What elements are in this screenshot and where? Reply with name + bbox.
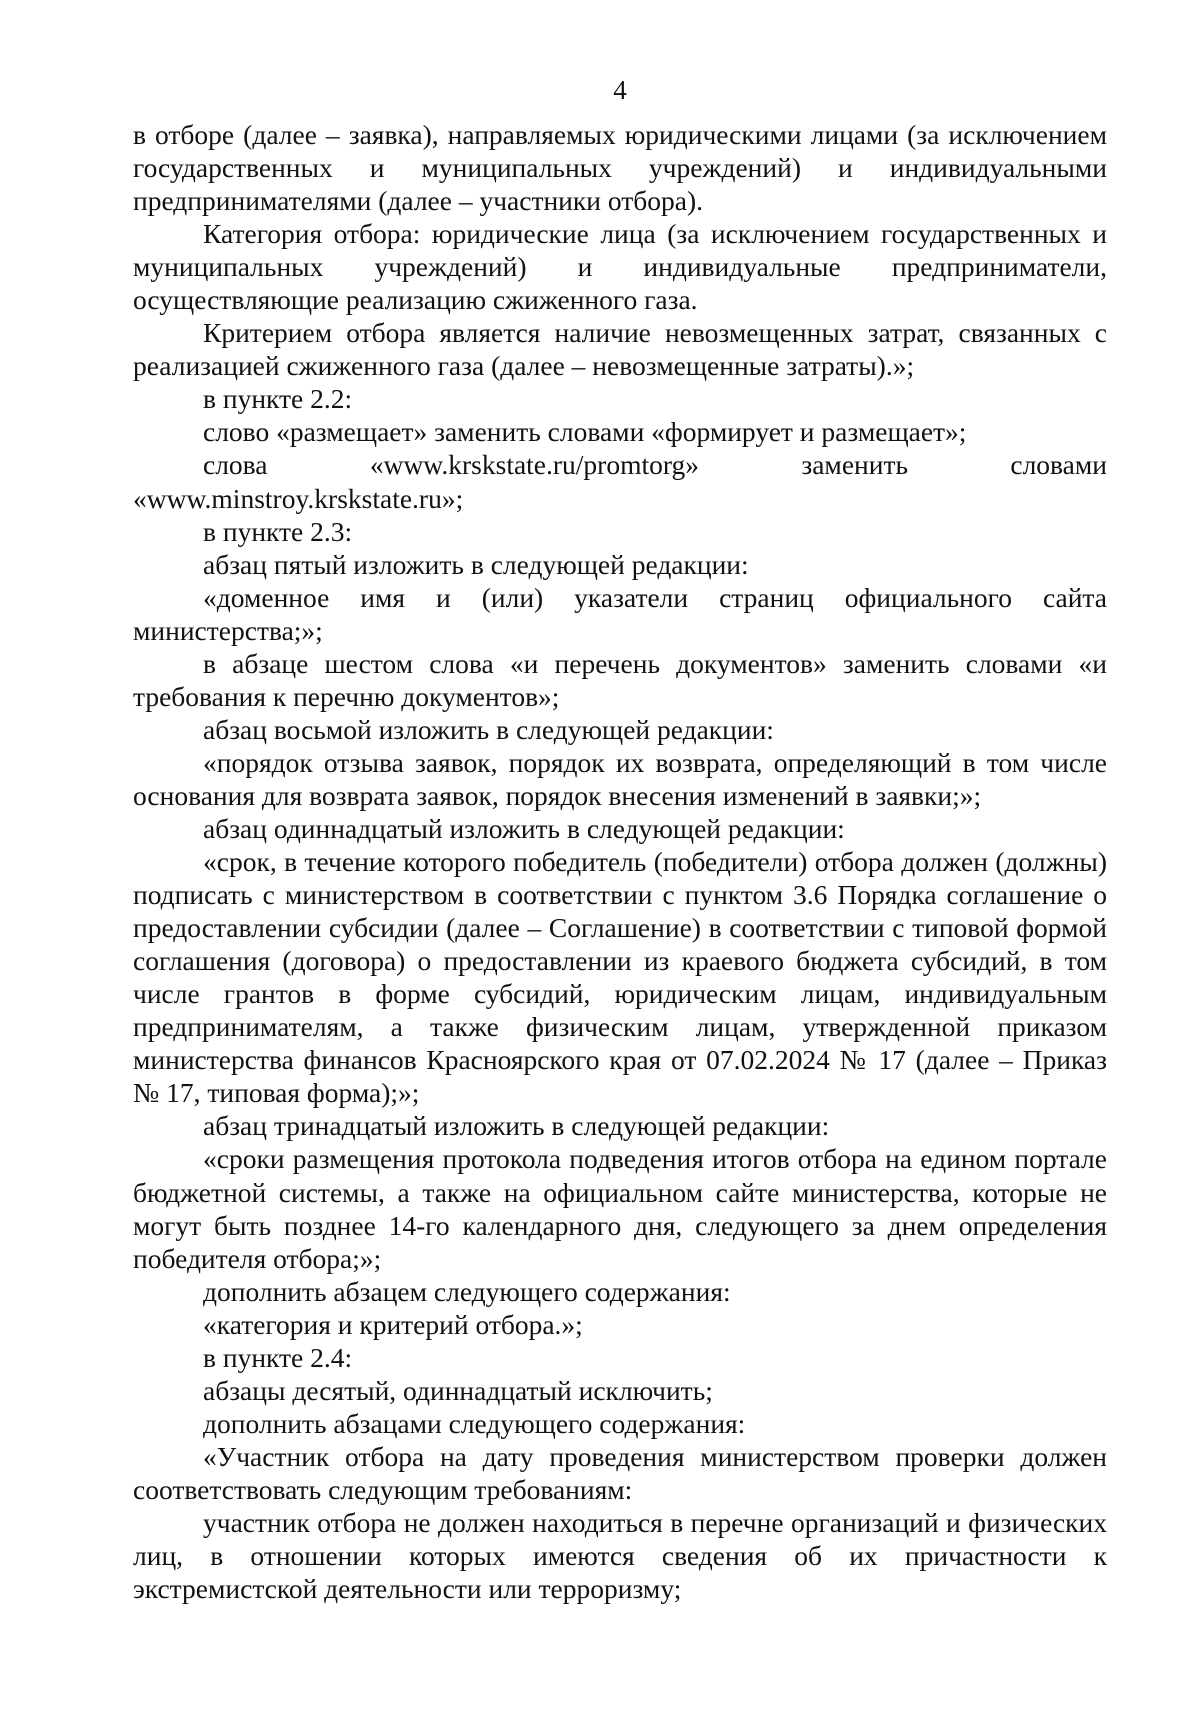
paragraph: в пункте 2.4: (203, 1341, 353, 1373)
paragraph: абзац одиннадцатый изложить в следующей редакции: (203, 812, 845, 844)
paragraph: участник отбора не должен находиться в перечне организаций и физических лиц, в отношении которых имеются сведения об их причастности к экстремистской деятельности или терроризму; (133, 1506, 1107, 1605)
paragraph: слово «размещает» заменить словами «формирует и размещает»; (203, 416, 967, 448)
paragraph: дополнить абзацем следующего содержания: (203, 1275, 731, 1307)
paragraph: абзац восьмой изложить в следующей редакции: (203, 713, 774, 745)
paragraph: «порядок отзыва заявок, порядок их возврата, определяющий в том числе основания для возврата заявок, порядок внесения изменений в заявки;»; (133, 746, 1107, 811)
paragraph: Категория отбора: юридические лица (за исключением государственных и муниципальных учреждений) и индивидуальные предприниматели, осуществляющие реализацию сжиженного газа. (133, 218, 1107, 316)
document-body (133, 118, 1107, 1605)
paragraph: абзац тринадцатый изложить в следующей редакции: (203, 1110, 830, 1142)
paragraph: «Участник отбора на дату проведения министерством проверки должен соответствовать следующим требованиям: (133, 1440, 1107, 1505)
paragraph: «сроки размещения протокола подведения итогов отбора на едином портале бюджетной системы, а также на официальном сайте министерства, которые не могут быть позднее 14-го календарного дня, следующего за днем определения победителя отбора;»; (133, 1143, 1107, 1274)
paragraph: в отборе (далее – заявка), направляемых юридическими лицами (за исключением государственных и муниципальных учреждений) и индивидуальными предпринимателями (далее – участники отбора). (133, 119, 1107, 217)
paragraph: абзац пятый изложить в следующей редакции: (203, 548, 749, 580)
paragraph: в абзаце шестом слова «и перечень документов» заменить словами «и требования к перечню документов»; (133, 647, 1107, 712)
paragraph: Критерием отбора является наличие невозмещенных затрат, связанных с реализацией сжиженного газа (далее – невозмещенные затраты).»; (133, 317, 1107, 382)
paragraph: «срок, в течение которого победитель (победители) отбора должен (должны) подписать с министерством в соответствии с пунктом 3.6 Порядка соглашение о предоставлении субсидии (далее – Соглашение) в соответствии с типовой формой соглашения (договора) о предоставлении из краевого бюджета субсидий, в том числе грантов в форме субсидий, юридическим лицам, индивидуальным предпринимателям, а также физическим лицам, утвержденной приказом министерства финансов Красноярского края от 07.02.2024 № 17 (далее – Приказ № 17, типовая форма);»; (133, 846, 1107, 1109)
paragraph: дополнить абзацами следующего содержания: (203, 1407, 746, 1439)
paragraph: абзацы десятый, одиннадцатый исключить; (203, 1374, 713, 1406)
paragraph: в пункте 2.3: (203, 515, 353, 547)
paragraph: «категория и критерий отбора.»; (203, 1308, 583, 1340)
paragraph: слова «www.krskstate.ru/promtorg» заменить словами «www.minstroy.krskstate.ru»; (133, 449, 1107, 514)
paragraph: в пункте 2.2: (203, 383, 353, 415)
page-number: 4 (613, 75, 627, 105)
paragraph: «доменное имя и (или) указатели страниц официального сайта министерства;»; (133, 581, 1107, 646)
